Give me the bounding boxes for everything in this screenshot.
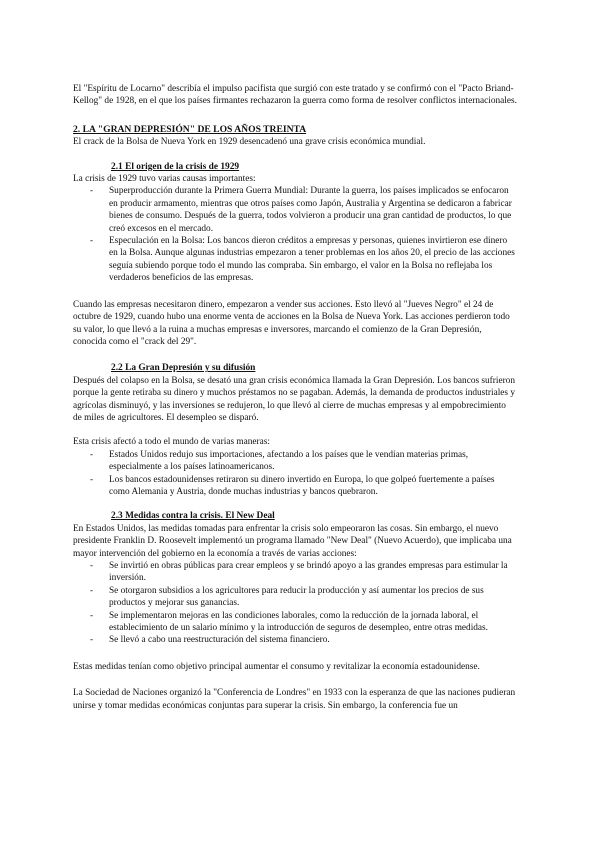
bullet-marker: - [90,610,94,621]
list-item [73,235,517,285]
list-item-text: Se implementaron mejoras en las condiciones laborales, como la reducción de la jornada laboral, el establecimiento de un salario mínimo y la introducción de seguros de desempleo, entre otras medidas. [109,610,488,634]
list-item [73,634,517,646]
bullet-marker: - [90,585,94,596]
list-item-text: Los bancos estadounidenses retiraron su dinero invertido en Europa, lo que golpeó fuertemente a países como Alemania y Austria, donde muchas industrias y bancos quebraron. [109,474,495,497]
section-2-2-paragraph: Después del colapso en la Bolsa, se desató una gran crisis económica llamada la Gran Depresión. Los bancos sufrieron porque la gente retiraba su dinero y muchos préstamos no se pagaban. Además, la demanda de productos industriales y agrícolas disminuyó, y las inversiones se redujeron, lo que llevó al cierre de muchas empresas y al empobrecimiento de miles de agricultores. El desempleo se disparó. [73,375,515,423]
section-2-3-paragraph: En Estados Unidos, las medidas tomadas para enfrentar la crisis solo empeoraron las cosas. Sin embargo, el nuevo presidente Franklin D. Roosevelt implementó un programa llamado "New Deal" (Nuevo Acuerdo), que implicaba una mayor intervención del gobierno en la economía a través de varias acciones: [73,523,512,559]
bullet-marker: - [90,635,94,646]
bullet-marker: - [90,449,94,460]
section-2-2-lead: Esta crisis afectó a todo el mundo de varias maneras: [73,437,270,448]
section-2-heading: 2. LA "GRAN DEPRESIÓN" DE LOS AÑOS TREINTA [73,123,307,135]
section-2-2-list [73,449,517,499]
list-item-text: Se llevó a cabo una reestructuración del sistema financiero. [109,635,330,646]
bullet-marker: - [90,236,94,247]
bullet-marker: - [90,186,94,197]
section-2-1-lead: La crisis de 1929 tuvo varias causas importantes: [73,174,256,185]
section-2-1-list [73,185,517,284]
list-item [73,585,517,610]
list-item [73,560,517,585]
last-paragraph: La Sociedad de Naciones organizó la "Conferencia de Londres" en 1933 con la esperanza de que las naciones pudieran unirse y tomar medidas económicas conjuntas para superar la crisis. Sin embargo, la conferencia fue un [73,688,516,711]
list-item [73,610,517,635]
document-body [73,83,517,712]
section-2-intro: El crack de la Bolsa de Nueva York en 1929 desencadenó una grave crisis económica mundial. [73,137,426,148]
list-item-text: Superproducción durante la Primera Guerra Mundial: Durante la guerra, los países implicados se enfocaron en producir armamento, mientras que otros países como Japón, Australia y Argentina se dedicaron a fabricar bienes de consumo. Después de la guerra, todos volvieron a producir una gran cantidad de productos, lo que creó excesos en el mercado. [109,186,512,234]
section-2-3-heading: 2.3 Medidas contra la crisis. El New Deal [111,511,275,522]
list-item-text: Se invirtió en obras públicas para crear empleos y se brindó apoyo a las grandes empresas para estimular la inversión. [109,561,508,584]
list-item [73,474,517,499]
section-2-1-heading: 2.1 El origen de la crisis de 1929 [111,161,240,172]
section-2-1-closing: Cuando las empresas necesitaron dinero, empezaron a vender sus acciones. Esto llevó al "Jueves Negro" el 24 de octubre de 1929, cuando hubo una enorme venta de acciones en la Bolsa de Nueva York. Las acciones perdieron todo su valor, lo que llevó a la ruina a muchas empresas e inversores, marcando el comienzo de la Gran Depresión, conocida como el "crack del 29". [73,299,510,347]
intro-paragraph: El "Espíritu de Locarno" describía el impulso pacifista que surgió con este tratado y se confirmó con el "Pacto Briand-Kellog" de 1928, en el que los países firmantes rechazaron la guerra como forma de resolver conflictos internacionales. [73,84,517,107]
list-item-text: Se otorgaron subsidios a los agricultores para reducir la producción y así aumentar los precios de sus productos y mejorar sus ganancias. [109,585,484,609]
list-item-text: Especulación en la Bolsa: Los bancos dieron créditos a empresas y personas, quienes invirtieron ese dinero en la Bolsa. Aunque algunas industrias empezaron a tener problemas en los años 20, el precio de las acciones seguía subiendo porque todo el mundo las compraba. Sin embargo, el valor en la Bolsa no reflejaba los verdaderos beneficios de las empresas. [109,236,515,284]
section-2-2-heading: 2.2 La Gran Depresión y su difusión [111,363,256,374]
list-item-text: Estados Unidos redujo sus importaciones, afectando a los países que le vendían materias primas, especialmente a los países latinoamericanos. [109,449,469,473]
section-2-3-list [73,560,517,647]
list-item [73,185,517,235]
list-item [73,449,517,474]
bullet-marker: - [90,561,94,571]
section-2-3-closing: Estas medidas tenían como objetivo principal aumentar el consumo y revitalizar la economía estadounidense. [73,661,480,672]
bullet-marker: - [90,474,94,485]
